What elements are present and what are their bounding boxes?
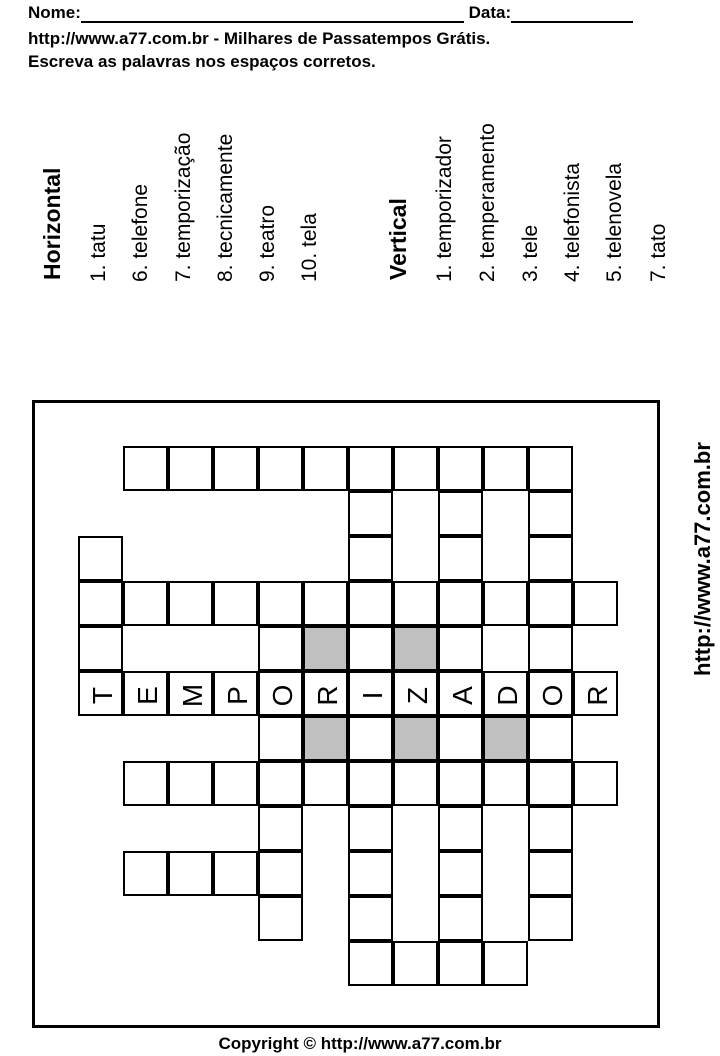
- grid-cell[interactable]: [528, 716, 573, 761]
- grid-cell[interactable]: [78, 626, 123, 671]
- grid-cell[interactable]: [348, 671, 393, 716]
- grid-cell[interactable]: [528, 491, 573, 536]
- horizontal-clue: 7. temporização: [172, 132, 195, 282]
- grid-cell[interactable]: [438, 536, 483, 581]
- grid-cell[interactable]: [348, 851, 393, 896]
- grid-cell[interactable]: [483, 941, 528, 986]
- grid-cell[interactable]: [123, 581, 168, 626]
- grid-cell[interactable]: [528, 446, 573, 491]
- grid-cell[interactable]: [393, 446, 438, 491]
- grid-cell[interactable]: [528, 536, 573, 581]
- vertical-clue: 7. tato: [647, 223, 670, 282]
- cell-letter: O: [266, 684, 298, 707]
- cell-letter: Z: [401, 686, 433, 705]
- grid-cell[interactable]: [438, 671, 483, 716]
- name-label: Nome:: [28, 3, 81, 22]
- grid-cell[interactable]: [213, 851, 258, 896]
- grid-cell[interactable]: [528, 626, 573, 671]
- grid-cell[interactable]: [393, 761, 438, 806]
- grid-cell[interactable]: [168, 671, 213, 716]
- grid-cell[interactable]: [303, 761, 348, 806]
- horizontal-clue: 9. teatro: [256, 204, 279, 282]
- horizontal-clue: 1. tatu: [87, 223, 110, 282]
- grid-cell[interactable]: [213, 581, 258, 626]
- grid-cell[interactable]: [78, 581, 123, 626]
- grid-cell[interactable]: [573, 761, 618, 806]
- grid-cell[interactable]: [483, 671, 528, 716]
- grid-cell[interactable]: [168, 581, 213, 626]
- cell-letter: R: [581, 685, 613, 706]
- date-label: Data:: [468, 3, 512, 22]
- grid-cell[interactable]: [348, 491, 393, 536]
- instructions: Escreva as palavras nos espaços corretos.: [28, 52, 376, 71]
- site-line: http://www.a77.com.br - Milhares de Passatempos Grátis.: [28, 29, 491, 48]
- side-url: http://www.a77.com.br: [690, 442, 715, 676]
- grid-cell[interactable]: [438, 806, 483, 851]
- grid-cell[interactable]: [258, 446, 303, 491]
- grid-cell[interactable]: [528, 671, 573, 716]
- grid-cell[interactable]: [438, 446, 483, 491]
- grid-cell[interactable]: [483, 761, 528, 806]
- grid-cell[interactable]: [123, 446, 168, 491]
- grid-cell[interactable]: [258, 806, 303, 851]
- grid-cell[interactable]: [213, 671, 258, 716]
- grid-cell[interactable]: [348, 806, 393, 851]
- grid-cell[interactable]: [528, 581, 573, 626]
- grid-cell[interactable]: [348, 761, 393, 806]
- grid-cell[interactable]: [348, 941, 393, 986]
- vertical-clue: 2. temperamento: [476, 123, 499, 282]
- grid-cell[interactable]: [393, 671, 438, 716]
- horizontal-clue: 8. tecnicamente: [214, 133, 237, 282]
- grid-cell[interactable]: [168, 446, 213, 491]
- shaded-cell: [303, 716, 348, 761]
- grid-cell[interactable]: [483, 446, 528, 491]
- grid-cell[interactable]: [438, 716, 483, 761]
- grid-cell[interactable]: [393, 581, 438, 626]
- grid-cell[interactable]: [348, 716, 393, 761]
- grid-cell[interactable]: [528, 806, 573, 851]
- copyright: Copyright © http://www.a77.com.br: [218, 1034, 502, 1053]
- cell-letter: R: [311, 685, 343, 706]
- grid-cell[interactable]: [438, 626, 483, 671]
- grid-cell[interactable]: [528, 896, 573, 941]
- grid-cell[interactable]: [123, 671, 168, 716]
- vertical-clue: 5. telenovela: [603, 162, 626, 282]
- grid-cell[interactable]: [438, 761, 483, 806]
- grid-cell[interactable]: [303, 671, 348, 716]
- grid-cell[interactable]: [393, 941, 438, 986]
- grid-cell[interactable]: [438, 896, 483, 941]
- shaded-cell: [393, 626, 438, 671]
- cell-letter: I: [356, 691, 388, 700]
- grid-cell[interactable]: [78, 536, 123, 581]
- grid-cell[interactable]: [348, 446, 393, 491]
- cell-letter: M: [176, 683, 208, 708]
- grid-cell[interactable]: [213, 446, 258, 491]
- grid-cell[interactable]: [438, 491, 483, 536]
- grid-cell[interactable]: [528, 761, 573, 806]
- grid-cell[interactable]: [213, 761, 258, 806]
- vertical-clue: 1. temporizador: [433, 136, 456, 282]
- vertical-clue: 4. telefonista: [561, 162, 584, 282]
- grid-cell[interactable]: [528, 851, 573, 896]
- cell-letter: D: [491, 685, 523, 706]
- horizontal-clue: 6. telefone: [129, 183, 152, 282]
- grid-cell[interactable]: [78, 671, 123, 716]
- grid-cell[interactable]: [258, 671, 303, 716]
- grid-cell[interactable]: [303, 446, 348, 491]
- grid-cell[interactable]: [348, 626, 393, 671]
- cell-letter: E: [131, 686, 163, 705]
- grid-cell[interactable]: [483, 581, 528, 626]
- grid-cell[interactable]: [348, 581, 393, 626]
- grid-cell[interactable]: [303, 581, 348, 626]
- grid-cell[interactable]: [573, 581, 618, 626]
- grid-cell[interactable]: [348, 536, 393, 581]
- grid-cell[interactable]: [438, 941, 483, 986]
- grid-cell[interactable]: [258, 626, 303, 671]
- grid-cell[interactable]: [438, 851, 483, 896]
- grid-cell[interactable]: [438, 581, 483, 626]
- vertical-clue: 3. tele: [519, 224, 542, 282]
- grid-cell[interactable]: [168, 851, 213, 896]
- grid-cell[interactable]: [123, 851, 168, 896]
- grid-cell[interactable]: [258, 716, 303, 761]
- shaded-cell: [303, 626, 348, 671]
- horizontal-clue: 10. tela: [298, 213, 321, 282]
- shaded-cell: [483, 716, 528, 761]
- grid-cell[interactable]: [348, 896, 393, 941]
- grid-cell[interactable]: [168, 761, 213, 806]
- cell-letter: A: [446, 686, 478, 705]
- cell-letter: T: [86, 686, 118, 705]
- grid-cell[interactable]: [258, 896, 303, 941]
- grid-cell[interactable]: [258, 761, 303, 806]
- vertical-title: Vertical: [385, 198, 411, 280]
- grid-cell[interactable]: [258, 581, 303, 626]
- cell-letter: O: [536, 684, 568, 707]
- shaded-cell: [393, 716, 438, 761]
- grid-cell[interactable]: [123, 761, 168, 806]
- horizontal-title: Horizontal: [39, 167, 65, 280]
- grid-cell[interactable]: [573, 671, 618, 716]
- cell-letter: P: [221, 686, 253, 705]
- grid-cell[interactable]: [258, 851, 303, 896]
